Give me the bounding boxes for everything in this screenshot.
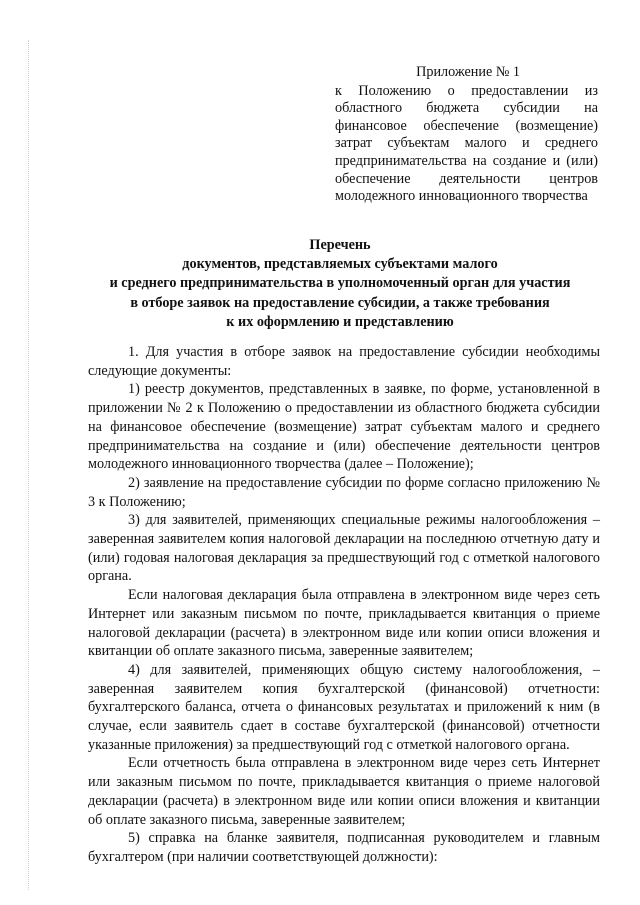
- paragraph: Если налоговая декларация была отправлена в электронном виде через сеть Интернет или заказным письмом по почте, прикладывается квитанция о приеме налоговой декларации (расчета) в электронном виде или копии описи вложения и квитанции об оплате заказного письма, заверенные заявителем;: [88, 587, 600, 660]
- paragraph: 1. Для участия в отборе заявок на предоставление субсидии необходимы следующие документы:: [88, 344, 600, 379]
- heading-line: и среднего предпринимательства в уполномоченный орган для участия: [109, 275, 571, 292]
- document-heading: [80, 236, 600, 332]
- heading-line: Перечень: [309, 237, 371, 253]
- heading-line: к их оформлению и представлению: [226, 313, 454, 330]
- paragraph: 2) заявление на предоставление субсидии по форме согласно приложению № 3 к Положению;: [88, 474, 600, 510]
- paragraph: 5) справка на бланке заявителя, подписанная руководителем и главным бухгалтером (при наличии соответствующей должности):: [88, 830, 600, 865]
- scan-margin-line: [28, 40, 30, 890]
- document-body: [88, 343, 600, 867]
- paragraph: Если отчетность была отправлена в электронном виде через сеть Интернет или заказным письмом по почте, прикладывается квитанция о приеме налоговой декларации (расчета) в электронном виде или копии описи вложения и квитанции об оплате заказного письма, заверенные заявителем;: [88, 755, 600, 828]
- appendix-reference: к Положению о предоставлении из областного бюджета субсидии на финансовое обеспечение (возмещение) затрат субъектам малого и среднего предпринимательства на создание и (или) обеспечение деятельности центров молодежного инновационного творчества: [335, 82, 598, 205]
- appendix-block: [335, 64, 598, 206]
- heading-line: в отборе заявок на предоставление субсидии, а также требования: [130, 294, 550, 311]
- paragraph: 1) реестр документов, представленных в заявке, по форме, установленной в приложении № 2 к Положению о предоставлении из областного бюджета субсидии на финансовое обеспечение (возмещение) затрат субъектам малого и среднего предпринимательства на создание и (или) обеспечение деятельности центров молодежного инновационного творчества (далее – Положение);: [88, 381, 600, 473]
- appendix-title: Приложение № 1: [416, 64, 520, 80]
- paragraph: 3) для заявителей, применяющих специальные режимы налогообложения – заверенная заявителем копия налоговой декларации на последнюю отчетную дату и (или) годовая налоговая декларация за предшествующий год с отметкой налогового органа.: [88, 512, 600, 585]
- paragraph: 4) для заявителей, применяющих общую систему налогообложения, – заверенная заявителем копия бухгалтерской (финансовой) отчетности: бухгалтерского баланса, отчета о финансовых результатах и приложений к ним (в случае, если заявитель сдает в составе бухгалтерской (финансовой) отчетности указанные приложения) за предшествующий год с отметкой налогового органа.: [88, 661, 600, 753]
- heading-line: документов, представляемых субъектами малого: [182, 256, 498, 273]
